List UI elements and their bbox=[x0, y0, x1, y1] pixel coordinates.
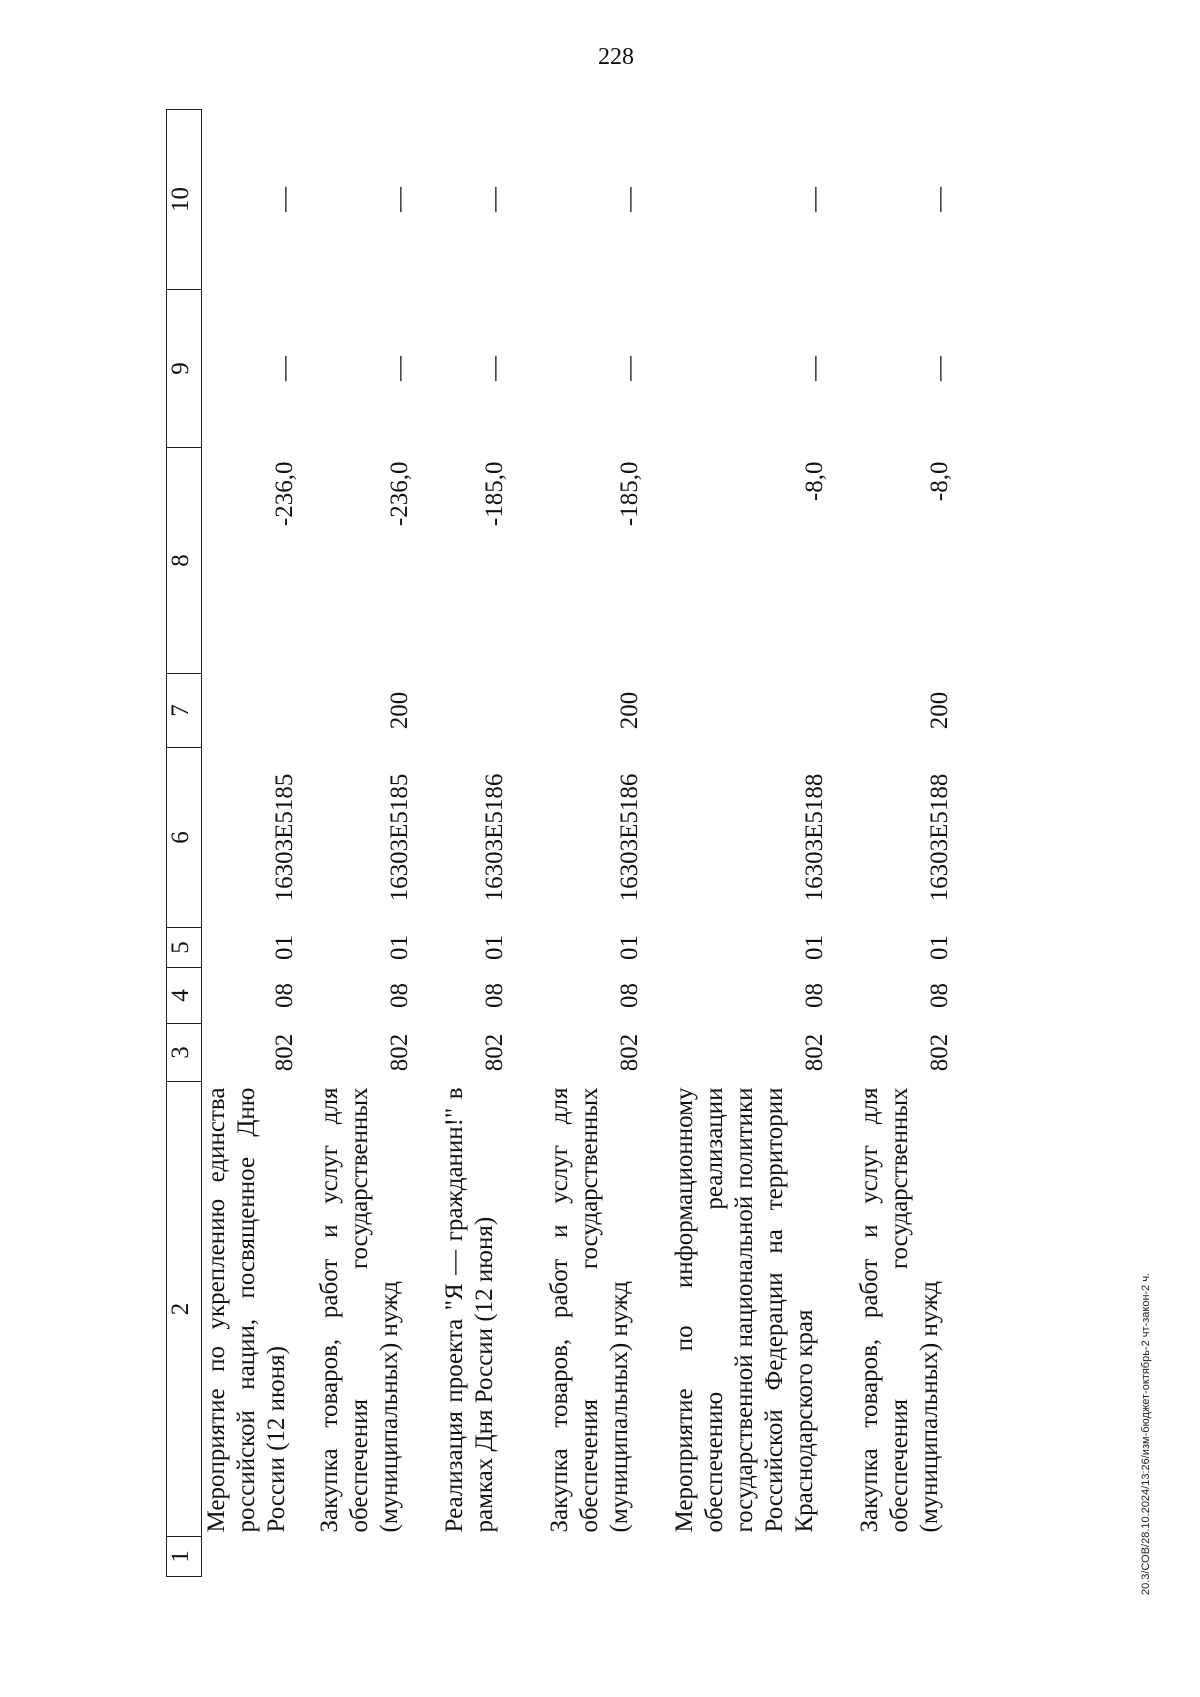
footer-code: 20.3/СОВ/28.10.2024/13:26/изм-бюджет-октябрь-2 чт-закон-2 ч. bbox=[1140, 1272, 1152, 1595]
cell-c6-text: 16303E5188 bbox=[925, 773, 953, 902]
budget-table bbox=[166, 109, 965, 1577]
cell-c6-text: 16303E5186 bbox=[480, 773, 508, 902]
cell-c10-text: — bbox=[385, 187, 413, 212]
cell-c9-text: — bbox=[800, 356, 828, 381]
col-header-5: 5 bbox=[167, 928, 202, 968]
cell-c5-text: 01 bbox=[615, 935, 643, 960]
cell-c5-text: 01 bbox=[271, 935, 298, 960]
cell-c10 bbox=[202, 110, 315, 290]
cell-c7 bbox=[670, 674, 855, 748]
col-header-3: 3 bbox=[167, 1024, 202, 1082]
cell-c9 bbox=[545, 290, 670, 448]
cell-c5 bbox=[315, 928, 440, 968]
cell-col1 bbox=[440, 1537, 545, 1577]
cell-c7 bbox=[202, 674, 315, 748]
cell-c8 bbox=[545, 448, 670, 674]
cell-c6 bbox=[440, 748, 545, 928]
cell-c10 bbox=[545, 110, 670, 290]
cell-c5-text: 01 bbox=[800, 935, 828, 960]
cell-name: Мероприятие по информационному обеспечению реализации государственной национальной политики Российской Федерации на территории Краснодарского края bbox=[670, 1087, 818, 1533]
cell-c7 bbox=[855, 674, 965, 748]
cell-c10-text: — bbox=[925, 187, 953, 212]
cell-c3 bbox=[670, 1024, 855, 1082]
cell-c3-text: 802 bbox=[615, 1033, 643, 1072]
table-row bbox=[545, 110, 670, 1577]
col-header-10: 10 bbox=[167, 110, 202, 290]
cell-col1 bbox=[545, 1537, 670, 1577]
cell-c5 bbox=[202, 928, 315, 968]
cell-c6-text: 16303E5186 bbox=[615, 773, 643, 902]
cell-c8-text: -185,0 bbox=[480, 461, 508, 527]
cell-c6 bbox=[855, 748, 965, 928]
cell-c3 bbox=[855, 1024, 965, 1082]
cell-name: Закупка товаров, работ и услуг для обеспечения государственных (муниципальных) нужд bbox=[315, 1087, 403, 1533]
cell-c7 bbox=[545, 674, 670, 748]
cell-c10-text: — bbox=[800, 187, 828, 212]
cell-c6 bbox=[315, 748, 440, 928]
cell-name: Мероприятие по укреплению единства российской нации, посвященное Дню России (12 июня) bbox=[203, 1087, 290, 1533]
cell-c10-text: — bbox=[480, 187, 508, 212]
cell-c5 bbox=[670, 928, 855, 968]
cell-c4-text: 08 bbox=[271, 983, 298, 1008]
header-row bbox=[167, 110, 202, 1577]
col-header-2: 2 bbox=[167, 1082, 202, 1537]
cell-c3 bbox=[202, 1024, 315, 1082]
table-row bbox=[315, 110, 440, 1577]
cell-col1 bbox=[315, 1537, 440, 1577]
cell-c5-text: 01 bbox=[480, 935, 508, 960]
cell-c6 bbox=[670, 748, 855, 928]
cell-c10 bbox=[315, 110, 440, 290]
cell-c6 bbox=[202, 748, 315, 928]
table-row bbox=[440, 110, 545, 1577]
cell-c9-text: — bbox=[385, 356, 413, 381]
table-row bbox=[202, 110, 315, 1577]
cell-col1 bbox=[855, 1537, 965, 1577]
col-header-4: 4 bbox=[167, 968, 202, 1024]
cell-col1 bbox=[202, 1537, 315, 1577]
cell-c8-text: -185,0 bbox=[615, 461, 643, 527]
cell-c3-text: 802 bbox=[925, 1033, 953, 1072]
cell-name: Реализация проекта "Я — гражданин!" в рамках Дня России (12 июня) bbox=[440, 1087, 498, 1533]
cell-c8-text: -8,0 bbox=[925, 461, 953, 502]
cell-c3 bbox=[440, 1024, 545, 1082]
cell-c9-text: — bbox=[925, 356, 953, 381]
col-header-8: 8 bbox=[167, 448, 202, 674]
cell-c4 bbox=[315, 968, 440, 1024]
cell-c9 bbox=[670, 290, 855, 448]
cell-col1 bbox=[670, 1537, 855, 1577]
cell-c8 bbox=[670, 448, 855, 674]
cell-c3-text: 802 bbox=[385, 1033, 413, 1072]
cell-c7-text: 200 bbox=[385, 691, 413, 730]
cell-c8-text: -236,0 bbox=[271, 461, 298, 527]
cell-c6-text: 16303E5185 bbox=[385, 773, 413, 902]
cell-c5-text: 01 bbox=[385, 935, 413, 960]
cell-c10-text: — bbox=[271, 187, 298, 212]
cell-c7-text: 200 bbox=[615, 691, 643, 730]
cell-c9 bbox=[440, 290, 545, 448]
budget-sheet bbox=[166, 109, 965, 1577]
cell-c3 bbox=[545, 1024, 670, 1082]
col-header-9: 9 bbox=[167, 290, 202, 448]
cell-c7 bbox=[440, 674, 545, 748]
cell-c10 bbox=[440, 110, 545, 290]
cell-c4 bbox=[545, 968, 670, 1024]
cell-c6 bbox=[545, 748, 670, 928]
cell-c10 bbox=[855, 110, 965, 290]
cell-c7-text bbox=[440, 674, 480, 748]
cell-c4 bbox=[440, 968, 545, 1024]
table-row bbox=[855, 110, 965, 1577]
cell-c6-text: 16303E5188 bbox=[800, 773, 828, 902]
cell-c4-text: 08 bbox=[385, 983, 413, 1008]
col-header-7: 7 bbox=[167, 674, 202, 748]
cell-c5-text: 01 bbox=[925, 935, 953, 960]
cell-c10 bbox=[670, 110, 855, 290]
cell-c4 bbox=[855, 968, 965, 1024]
cell-c9-text: — bbox=[615, 356, 643, 381]
cell-c8 bbox=[440, 448, 545, 674]
cell-c7 bbox=[315, 674, 440, 748]
cell-c8-text: -8,0 bbox=[800, 461, 828, 502]
cell-c7-text: 200 bbox=[925, 691, 953, 730]
cell-c9-text: — bbox=[480, 356, 508, 381]
cell-c3-text: 802 bbox=[800, 1033, 828, 1072]
cell-c9-text: — bbox=[271, 356, 298, 381]
cell-name: Закупка товаров, работ и услуг для обеспечения государственных (муниципальных) нужд bbox=[545, 1087, 633, 1533]
col-header-1: 1 bbox=[167, 1537, 202, 1577]
cell-c8 bbox=[855, 448, 965, 674]
table-row bbox=[670, 110, 855, 1577]
cell-c5 bbox=[855, 928, 965, 968]
cell-c4 bbox=[670, 968, 855, 1024]
cell-c8-text: -236,0 bbox=[385, 461, 413, 527]
col-header-6: 6 bbox=[167, 748, 202, 928]
cell-c7-text bbox=[202, 674, 270, 748]
cell-c4-text: 08 bbox=[480, 983, 508, 1008]
cell-name: Закупка товаров, работ и услуг для обеспечения государственных (муниципальных) нужд bbox=[855, 1087, 943, 1533]
cell-c6-text: 16303E5185 bbox=[271, 773, 298, 902]
cell-c9 bbox=[315, 290, 440, 448]
table-body bbox=[167, 110, 965, 1577]
cell-c5 bbox=[440, 928, 545, 968]
cell-c9 bbox=[202, 290, 315, 448]
cell-c3-text: 802 bbox=[271, 1033, 298, 1072]
cell-c4-text: 08 bbox=[925, 983, 953, 1008]
page-number: 228 bbox=[598, 44, 634, 70]
cell-c8 bbox=[202, 448, 315, 674]
cell-c4-text: 08 bbox=[800, 983, 828, 1008]
cell-c3-text: 802 bbox=[480, 1033, 508, 1072]
cell-c9 bbox=[855, 290, 965, 448]
cell-c10-text: — bbox=[615, 187, 643, 212]
cell-c4 bbox=[202, 968, 315, 1024]
cell-c8 bbox=[315, 448, 440, 674]
cell-c7-text bbox=[670, 674, 800, 748]
cell-c3 bbox=[315, 1024, 440, 1082]
cell-c4-text: 08 bbox=[615, 983, 643, 1008]
cell-c5 bbox=[545, 928, 670, 968]
